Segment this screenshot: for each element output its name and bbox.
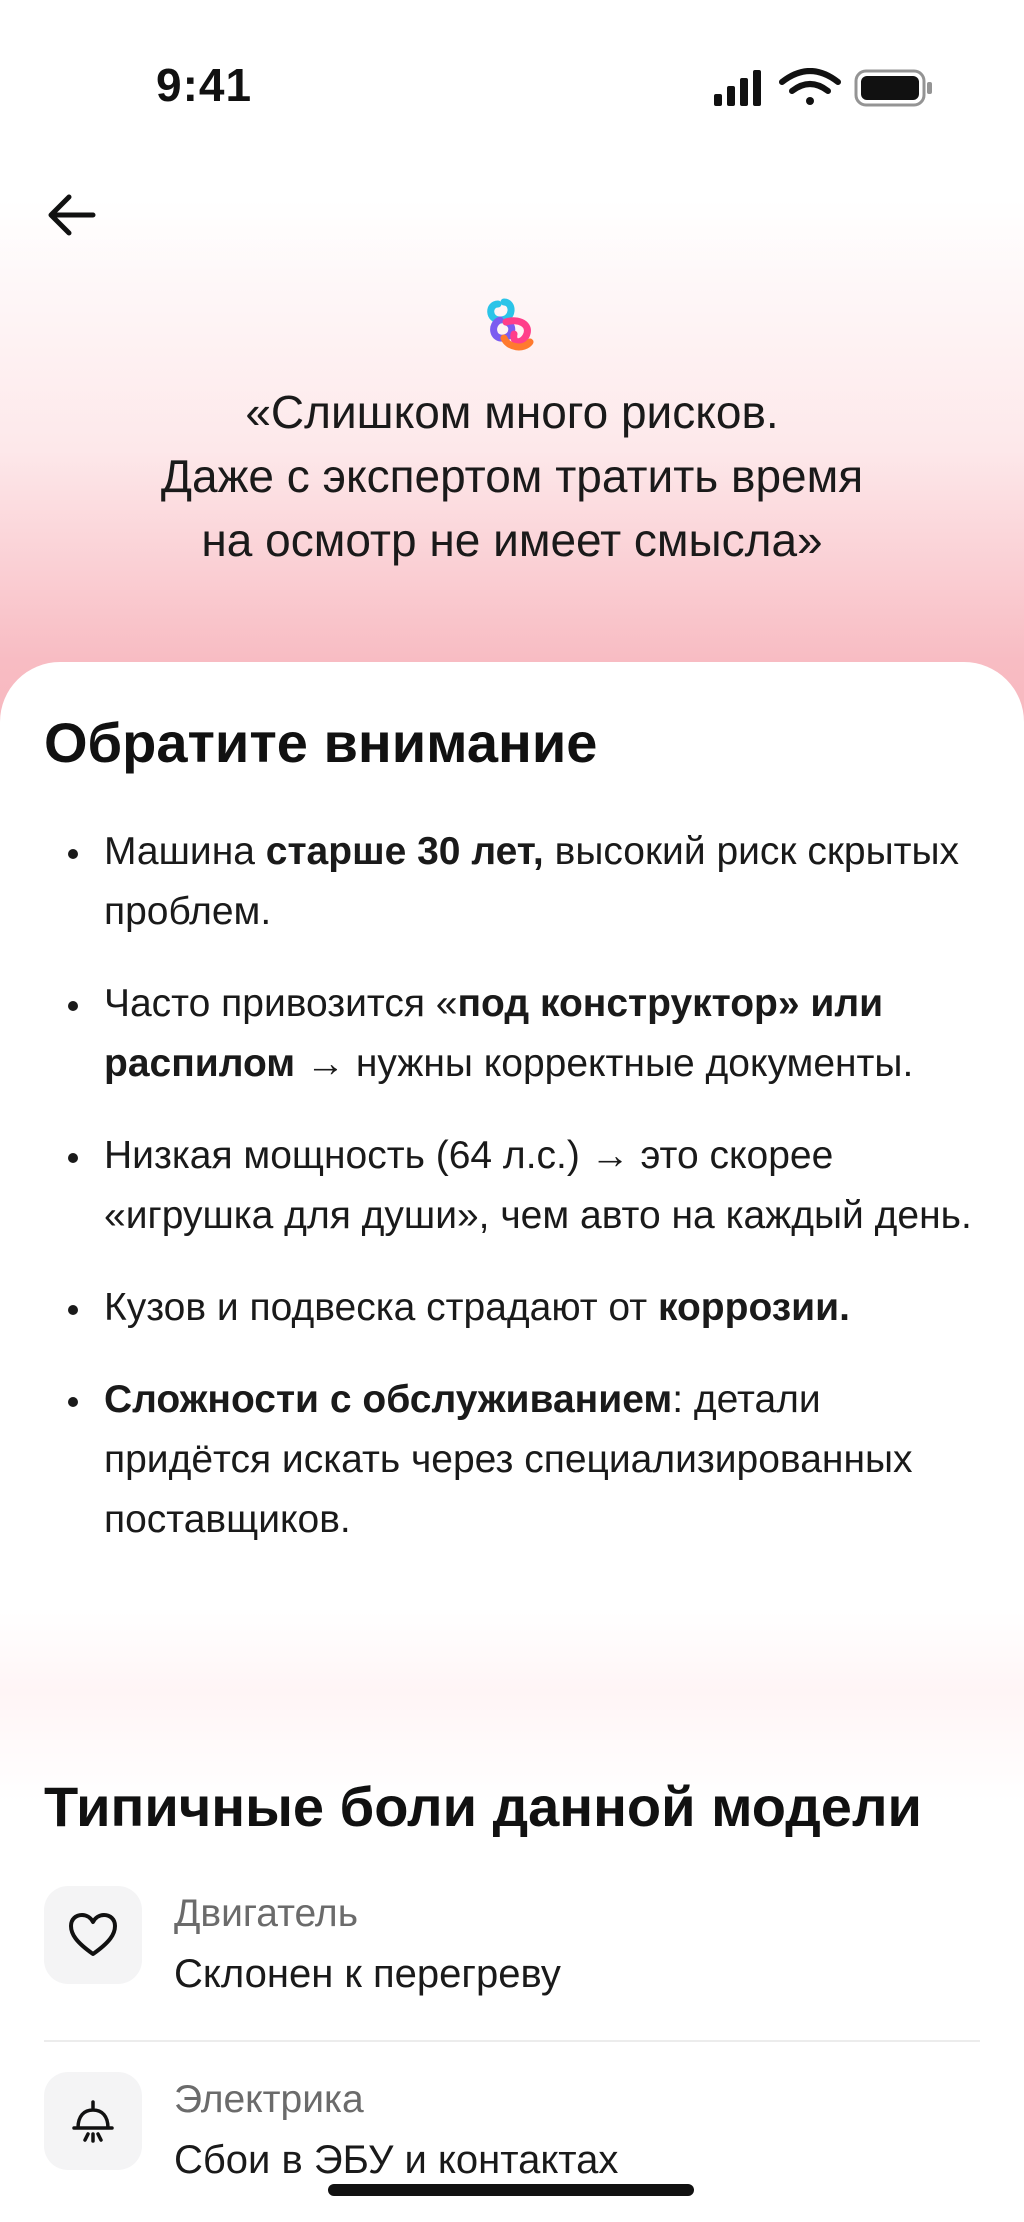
home-indicator[interactable] (328, 2184, 694, 2196)
pain-detail: Сбои в ЭБУ и контактах (174, 2138, 619, 2182)
pain-row-engine[interactable] (44, 1886, 980, 2036)
quote-line: Даже с экспертом тратить время (160, 450, 864, 502)
list-item: Низкая мощность (64 л.с.) → это скорее «игрушка для души», чем авто на каждый день. (44, 1126, 974, 1246)
lamp-icon (70, 2098, 116, 2144)
pain-category: Электрика (174, 2078, 364, 2121)
status-bar (0, 0, 1024, 120)
status-time: 9:41 (156, 59, 253, 111)
battery-icon (856, 71, 932, 105)
pain-category: Двигатель (174, 1892, 359, 1935)
list-item: Кузов и подвеска страдают от коррозии. (44, 1278, 974, 1338)
quote-text (80, 380, 944, 572)
pain-row-electrics[interactable] (44, 2072, 980, 2222)
attention-title: Обратите внимание (44, 711, 598, 774)
quote-line: на осмотр не имеет смысла» (201, 514, 823, 566)
list-item: Машина старше 30 лет, высокий риск скрытых проблем. (44, 822, 974, 942)
cellular-signal-icon (714, 70, 761, 106)
attention-list (44, 822, 974, 1582)
divider (44, 2040, 980, 2042)
list-item: Часто привозится «под конструктор» или распилом → нужны корректные документы. (44, 974, 974, 1094)
pains-title: Типичные боли данной модели (44, 1775, 922, 1838)
quote-line: «Слишком много рисков. (245, 386, 779, 438)
back-button[interactable] (36, 180, 106, 250)
content-sheet (0, 662, 1024, 2220)
heart-icon (68, 1912, 118, 1958)
pain-detail: Склонен к перегреву (174, 1952, 561, 1996)
pain-icon-box (44, 1886, 142, 1984)
brand-logo-icon (484, 294, 540, 352)
wifi-icon (782, 71, 838, 105)
status-icons (714, 68, 934, 108)
arrow-left-icon (45, 193, 97, 237)
list-item: Сложности с обслуживанием: детали придётся искать через специализированных поставщиков. (44, 1370, 974, 1550)
pain-icon-box (44, 2072, 142, 2170)
